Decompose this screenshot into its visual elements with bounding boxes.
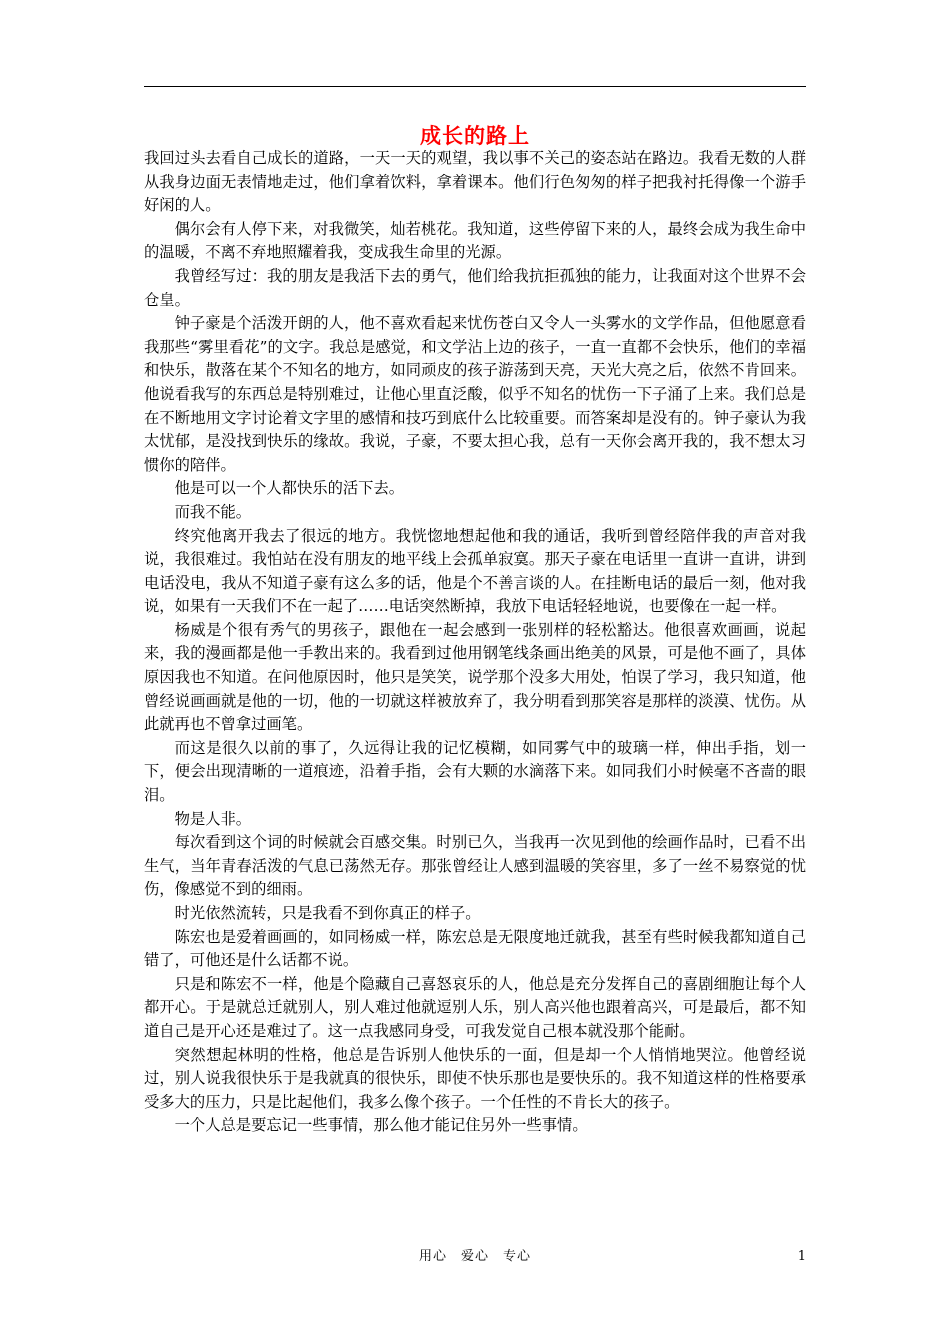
paragraph-11: 每次看到这个词的时候就会百感交集。时别已久，当我再一次见到他的绘画作品时，已看不出生气，当年青春活泼的气息已荡然无存。那张曾经让人感到温暖的笑容里，多了一丝不易察觉的忧伤，像感觉不到的细雨。 (144, 833, 806, 899)
paragraph-16: 一个人总是要忘记一些事情，那么他才能记住另外一些事情。 (174, 1116, 588, 1135)
paragraph-4: 钟子豪是个活泼开朗的人，他不喜欢看起来忧伤苍白又令人一头雾水的文学作品，但他愿意看我那些“雾里看花”的文字。我总是感觉，和文学沾上边的孩子，一直一直都不会快乐，他们的幸福和快乐，散落在某个不知名的地方，如同顽皮的孩子游荡到天亮，天光大亮之后，依然不肯回来。他说看我写的东西总是特别难过，让他心里直泛酸，似乎不知名的忧伤一下子涌了上来。我们总是在不断地用文字讨论着文字里的感情和技巧到底什么比较重要。而答案却是没有的。钟子豪认为我太忧郁，是没找到快乐的缘故。我说，子豪，不要太担心我，总有一天你会离开我的，我不想太习惯你的陪伴。 (144, 314, 806, 474)
paragraph-3: 我曾经写过：我的朋友是我活下去的勇气，他们给我抗拒孤独的能力，让我面对这个世界不会仓皇。 (144, 266, 806, 309)
paragraph-8: 杨威是个很有秀气的男孩子，跟他在一起会感到一张别样的轻松豁达。他很喜欢画画，说起来，我的漫画都是他一手教出来的。我看到过他用钢笔线条画出绝美的风景，可是他不画了，具体原因我也不知道。在问他原因时，他只是笑笑，说学那个没多大用处，怕误了学习，我只知道，他曾经说画画就是他的一切，他的一切就这样被放弃了，我分明看到那笑容是那样的淡漠、忧伤。从此就再也不曾拿过画笔。 (144, 620, 806, 734)
document-title: 成长的路上 (420, 124, 530, 148)
paragraph-12: 时光依然流转，只是我看不到你真正的样子。 (174, 904, 481, 922)
article-body (144, 147, 806, 1138)
paragraph-13: 陈宏也是爱着画画的，如同杨威一样，陈宏总是无限度地迁就我，甚至有些时候我都知道自己错了，可他还是什么话都不说。 (144, 927, 806, 970)
paragraph-2: 偶尔会有人停下来，对我微笑，灿若桃花。我知道，这些停留下来的人，最终会成为我生命中的温暖，不离不弃地照耀着我，变成我生命里的光源。 (144, 219, 806, 262)
paragraph-9: 而这是很久以前的事了，久远得让我的记忆模糊，如同雾气中的玻璃一样，伸出手指，划一下，便会出现清晰的一道痕迹，沿着手指，会有大颗的水滴落下来。如同我们小时候毫不吝啬的眼泪。 (144, 738, 806, 805)
paragraph-14: 只是和陈宏不一样，他是个隐藏自己喜怒哀乐的人，他总是充分发挥自己的喜剧细胞让每个人都开心。于是就总迁就别人，别人难过他就逗别人乐，别人高兴他也跟着高兴，可是最后，都不知道自己是开心还是难过了。这一点我感同身受，可我发觉自己根本就没那个能耐。 (144, 974, 806, 1040)
paragraph-7: 终究他离开我去了很远的地方。我恍惚地想起他和我的通话，我听到曾经陪伴我的声音对我说，我很难过。我怕站在没有朋友的地平线上会孤单寂寞。那天子豪在电话里一直讲一直讲，讲到电话没电，我从不知道子豪有这么多的话，他是个不善言谈的人。在挂断电话的最后一刻，他对我说，如果有一天我们不在一起了……电话突然断掉，我放下电话轻轻地说，也要像在一起一样。 (144, 526, 806, 616)
page-number: 1 (797, 1249, 806, 1264)
paragraph-5: 他是可以一个人都快乐的活下去。 (174, 479, 405, 498)
header-rule (144, 86, 806, 87)
paragraph-1: 我回过头去看自己成长的道路，一天一天的观望，我以事不关己的姿态站在路边。我看无数的人群从我身边面无表情地走过，他们拿着饮料，拿着课本。他们行色匆匆的样子把我衬托得像一个游手好闲的人。 (144, 149, 806, 215)
paragraph-6: 而我不能。 (174, 502, 252, 521)
footer-slogan: 用心 爱心 专心 (418, 1249, 531, 1264)
paragraph-15: 突然想起林明的性格，他总是告诉别人他快乐的一面，但是却一个人悄悄地哭泣。他曾经说过，别人说我很快乐于是我就真的很快乐，即使不快乐那也是要快乐的。我不知道这样的性格要承受多大的压力，只是比起他们，我多么像个孩子。一个任性的不肯长大的孩子。 (144, 1045, 806, 1111)
paragraph-10: 物是人非。 (174, 809, 252, 828)
